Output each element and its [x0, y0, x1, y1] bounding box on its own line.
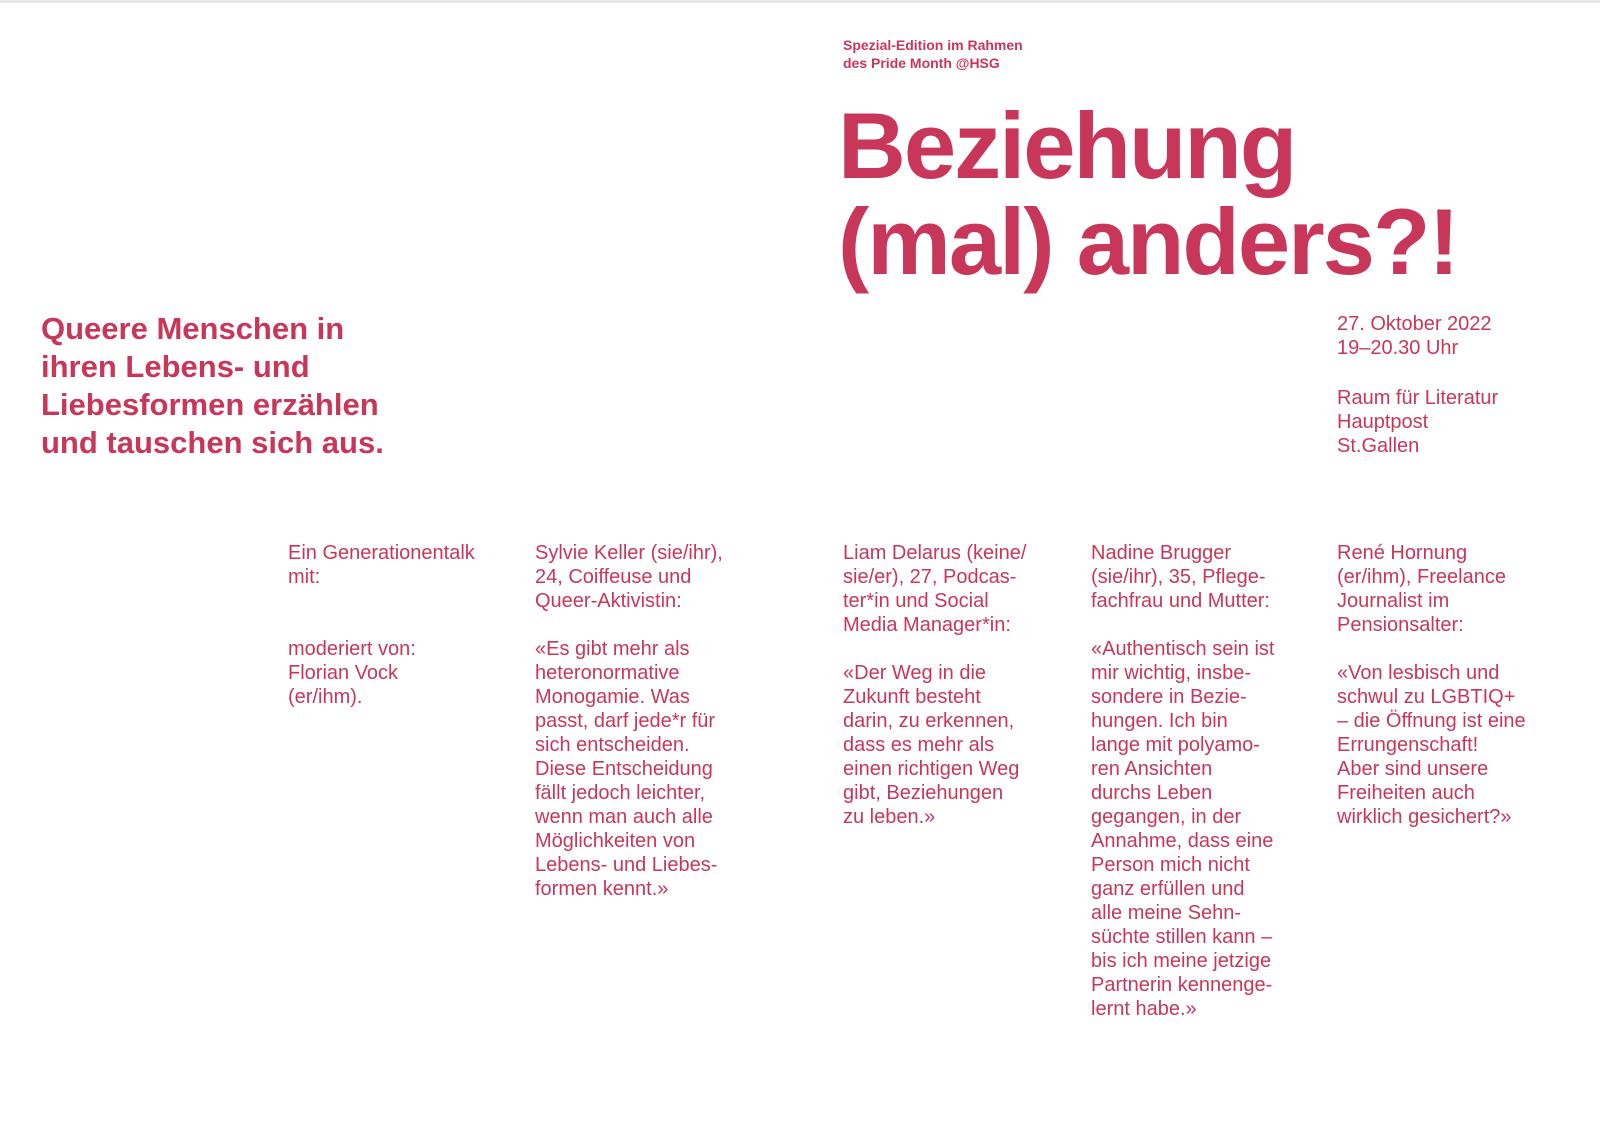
- text-line: lange mit polyamo-: [1091, 734, 1260, 756]
- text-line: passt, darf jede*r für: [535, 710, 716, 732]
- guest-bio: [535, 541, 765, 613]
- text-line: hungen. Ich bin: [1091, 710, 1228, 732]
- text-line: Journalist im: [1337, 590, 1450, 612]
- text-line: Queere Menschen in: [41, 311, 345, 346]
- text-line: fachfrau und Mutter:: [1091, 590, 1270, 612]
- text-line: (er/ihm), Freelance: [1337, 566, 1506, 588]
- text-line: formen kennt.»: [535, 878, 669, 900]
- guest-column: [535, 541, 765, 901]
- page-title: [838, 93, 1458, 294]
- text-line: mit:: [288, 566, 321, 588]
- event-info: [1337, 312, 1498, 458]
- text-line: ter*in und Social: [843, 590, 989, 612]
- text-line: darin, zu erkennen,: [843, 710, 1015, 732]
- text-line: – die Öffnung ist eine: [1337, 710, 1526, 732]
- text-line: schwul zu LGBTIQ+: [1337, 686, 1516, 708]
- text-line: Partnerin kennenge-: [1091, 974, 1273, 996]
- text-line: Freiheiten auch: [1337, 782, 1475, 804]
- event-date: 27. Oktober 2022: [1337, 313, 1492, 335]
- text-line: und tauschen sich aus.: [41, 425, 384, 460]
- text-line: ihren Lebens- und: [41, 349, 310, 384]
- guest-bio: [1091, 541, 1321, 613]
- text-line: Beziehung: [838, 93, 1296, 198]
- text-line: dass es mehr als: [843, 734, 995, 756]
- text-line: Möglichkeiten von: [535, 830, 696, 852]
- top-border: [0, 0, 1600, 3]
- text-line: ren Ansichten: [1091, 758, 1213, 780]
- text-line: wirklich gesichert?»: [1337, 806, 1512, 828]
- event-venue: Hauptpost: [1337, 411, 1429, 433]
- text-line: bis ich meine jetzige: [1091, 950, 1272, 972]
- event-venue: St.Gallen: [1337, 435, 1420, 457]
- subtitle: [41, 310, 384, 462]
- text-line: ganz erfüllen und: [1091, 878, 1245, 900]
- event-time: 19–20.30 Uhr: [1337, 337, 1459, 359]
- text-line: gibt, Beziehungen: [843, 782, 1004, 804]
- text-line: einen richtigen Weg: [843, 758, 1020, 780]
- text-line: «Es gibt mehr als: [535, 638, 690, 660]
- text-line: alle meine Sehn-: [1091, 902, 1242, 924]
- text-line: Person mich nicht: [1091, 854, 1250, 876]
- guest-quote: [535, 637, 765, 901]
- guest-bio: [843, 541, 1073, 637]
- kicker: [843, 36, 1023, 72]
- moderator: moderiert von:: [288, 638, 416, 660]
- text-line: Monogamie. Was: [535, 686, 690, 708]
- text-line: Aber sind unsere: [1337, 758, 1489, 780]
- text-line: Errungenschaft!: [1337, 734, 1479, 756]
- text-line: sich entscheiden.: [535, 734, 690, 756]
- moderator: (er/ihm).: [288, 686, 363, 708]
- text-line: wenn man auch alle: [535, 806, 713, 828]
- text-line: René Hornung: [1337, 542, 1468, 564]
- text-line: Pensionsalter:: [1337, 614, 1464, 636]
- text-line: Lebens- und Liebes-: [535, 854, 718, 876]
- event-venue: Raum für Literatur: [1337, 387, 1499, 409]
- text-line: (sie/ihr), 35, Pflege-: [1091, 566, 1266, 588]
- text-line: Sylvie Keller (sie/ihr),: [535, 542, 723, 564]
- text-line: Ein Generationentalk: [288, 542, 475, 564]
- guest-column: [843, 541, 1073, 829]
- text-line: Annahme, dass eine: [1091, 830, 1274, 852]
- text-line: des Pride Month @HSG: [843, 55, 1000, 71]
- text-line: Media Manager*in:: [843, 614, 1011, 636]
- guest-column: [1091, 541, 1321, 1021]
- intro-column: [288, 541, 518, 709]
- text-line: süchte stillen kann –: [1091, 926, 1273, 948]
- text-line: Diese Entscheidung: [535, 758, 713, 780]
- text-line: Nadine Brugger: [1091, 542, 1232, 564]
- text-line: (mal) anders?!: [838, 189, 1458, 294]
- text-line: «Der Weg in die: [843, 662, 987, 684]
- text-line: gegangen, in der: [1091, 806, 1242, 828]
- text-line: 24, Coiffeuse und: [535, 566, 692, 588]
- text-line: Spezial-Edition im Rahmen: [843, 37, 1023, 53]
- text-line: zu leben.»: [843, 806, 936, 828]
- guest-quote: [843, 661, 1073, 829]
- moderator: Florian Vock: [288, 662, 399, 684]
- text-line: heteronormative: [535, 662, 680, 684]
- text-line: Liebesformen erzählen: [41, 387, 379, 422]
- text-line: «Von lesbisch und: [1337, 662, 1500, 684]
- text-line: durchs Leben: [1091, 782, 1213, 804]
- guest-quote: [1337, 661, 1567, 829]
- text-line: «Authentisch sein ist: [1091, 638, 1275, 660]
- text-line: lernt habe.»: [1091, 998, 1197, 1020]
- text-line: fällt jedoch leichter,: [535, 782, 706, 804]
- guest-bio: [1337, 541, 1567, 637]
- text-line: sondere in Bezie-: [1091, 686, 1247, 708]
- guest-column: [1337, 541, 1567, 829]
- guest-quote: [1091, 637, 1321, 1021]
- text-line: Liam Delarus (keine/: [843, 542, 1027, 564]
- text-line: Zukunft besteht: [843, 686, 981, 708]
- text-line: sie/er), 27, Podcas-: [843, 566, 1017, 588]
- text-line: mir wichtig, insbe-: [1091, 662, 1252, 684]
- text-line: Queer-Aktivistin:: [535, 590, 682, 612]
